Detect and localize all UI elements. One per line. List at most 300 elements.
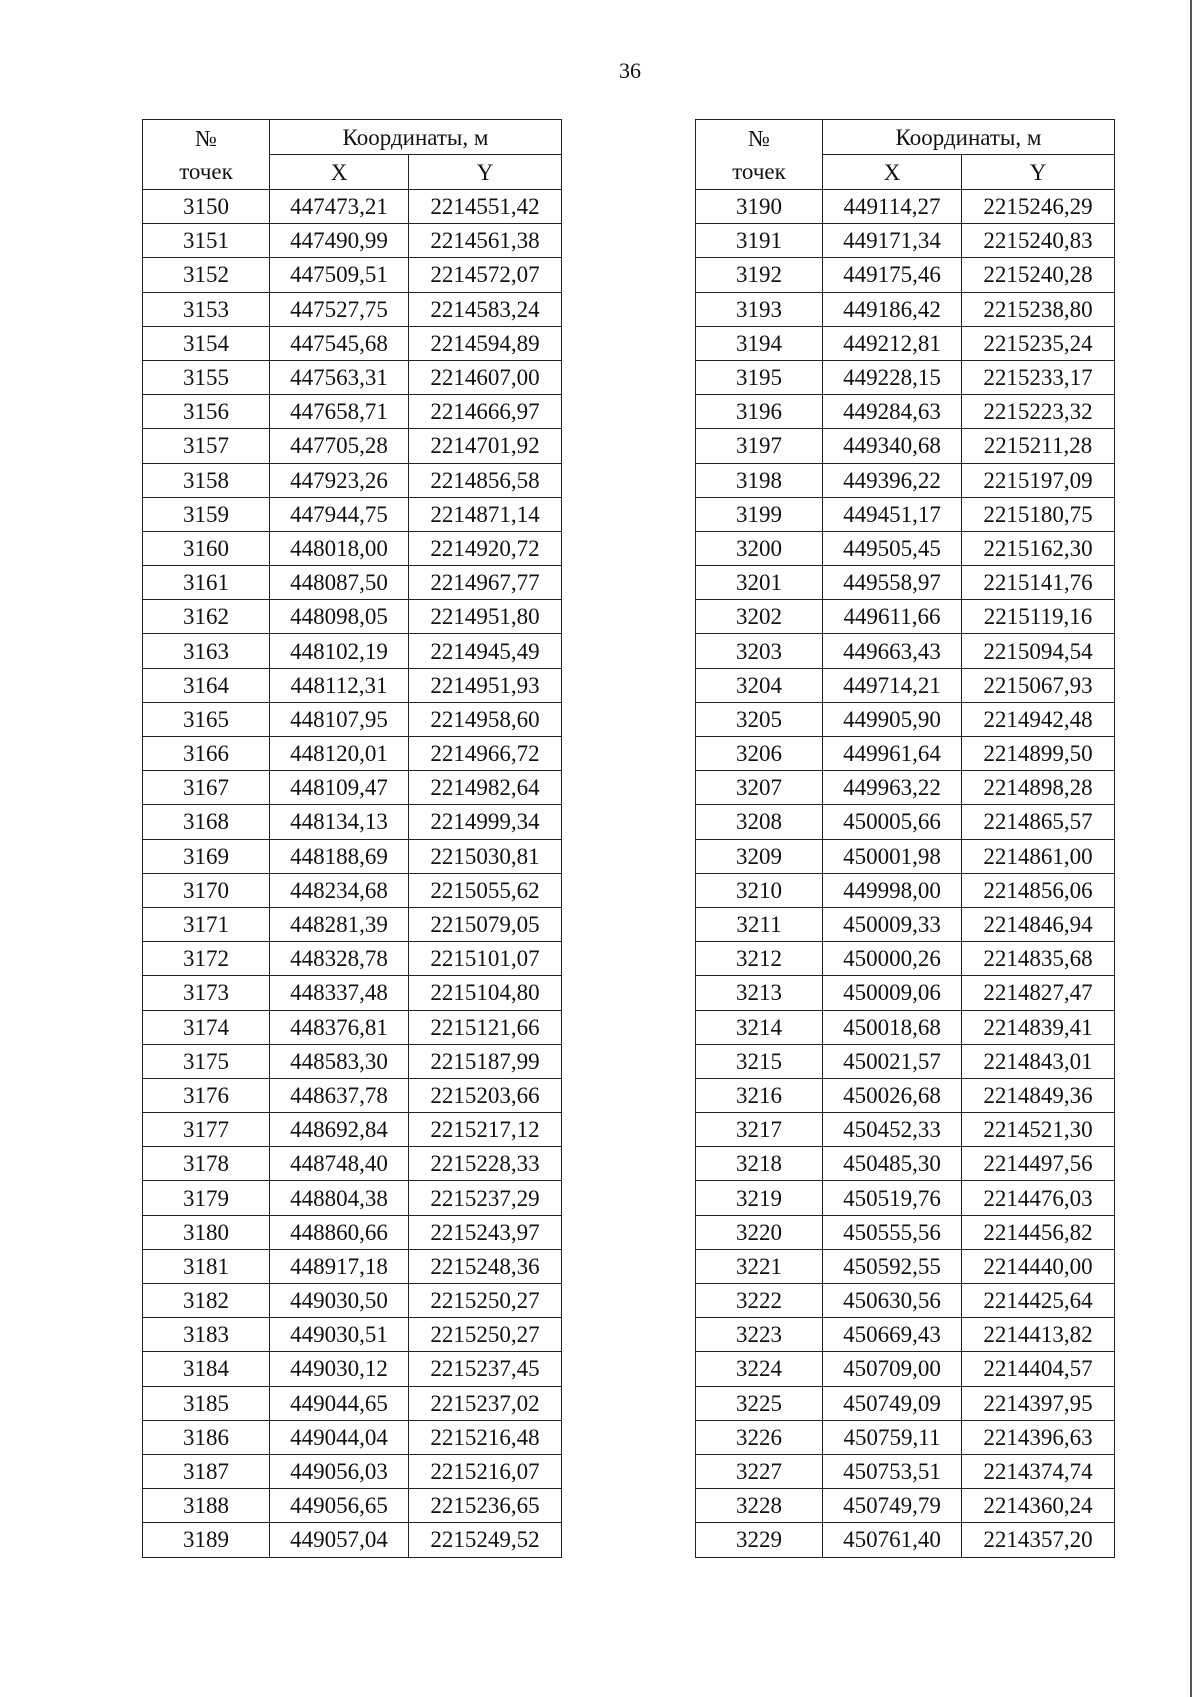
y-coordinate-cell: 2215235,24	[962, 326, 1115, 360]
point-number-cell: 3224	[696, 1352, 823, 1386]
table-row	[143, 668, 562, 702]
table-row	[143, 463, 562, 497]
x-coordinate-cell: 449056,03	[270, 1454, 409, 1488]
table-row	[143, 805, 562, 839]
x-coordinate-cell: 450555,56	[823, 1215, 962, 1249]
point-number-cell: 3221	[696, 1249, 823, 1283]
y-coordinate-cell: 2214357,20	[962, 1523, 1115, 1557]
point-number-cell: 3163	[143, 634, 270, 668]
y-coordinate-cell: 2214497,56	[962, 1147, 1115, 1181]
y-coordinate-cell: 2215236,65	[409, 1489, 562, 1523]
y-coordinate-cell: 2214849,36	[962, 1078, 1115, 1112]
y-coordinate-cell: 2214701,92	[409, 429, 562, 463]
point-number-cell: 3187	[143, 1454, 270, 1488]
x-coordinate-cell: 449212,81	[823, 326, 962, 360]
table-row	[696, 1352, 1115, 1386]
table-row	[696, 1523, 1115, 1557]
x-coordinate-cell: 449228,15	[823, 360, 962, 394]
y-coordinate-cell: 2215238,80	[962, 292, 1115, 326]
y-coordinate-cell: 2215101,07	[409, 942, 562, 976]
table-row	[143, 771, 562, 805]
x-coordinate-cell: 450759,11	[823, 1420, 962, 1454]
y-coordinate-cell: 2214967,77	[409, 566, 562, 600]
x-coordinate-cell: 447923,26	[270, 463, 409, 497]
y-coordinate-cell: 2215250,27	[409, 1318, 562, 1352]
table-row	[143, 531, 562, 565]
table-row	[696, 1147, 1115, 1181]
y-coordinate-cell: 2215197,09	[962, 463, 1115, 497]
y-coordinate-cell: 2214521,30	[962, 1113, 1115, 1147]
y-coordinate-cell: 2215237,29	[409, 1181, 562, 1215]
table-row	[696, 702, 1115, 736]
table-row	[696, 737, 1115, 771]
table-row	[696, 1181, 1115, 1215]
table-row	[696, 600, 1115, 634]
point-number-cell: 3180	[143, 1215, 270, 1249]
x-coordinate-cell: 449284,63	[823, 395, 962, 429]
x-coordinate-cell: 449340,68	[823, 429, 962, 463]
point-number-cell: 3202	[696, 600, 823, 634]
point-number-header: № точек	[696, 120, 823, 190]
x-coordinate-cell: 450018,68	[823, 1010, 962, 1044]
y-coordinate-cell: 2214396,63	[962, 1420, 1115, 1454]
y-coordinate-cell: 2215104,80	[409, 976, 562, 1010]
table-row	[696, 771, 1115, 805]
point-number-cell: 3205	[696, 702, 823, 736]
x-coordinate-cell: 449998,00	[823, 873, 962, 907]
x-coordinate-cell: 448337,48	[270, 976, 409, 1010]
y-coordinate-cell: 2215216,07	[409, 1454, 562, 1488]
x-coordinate-cell: 448098,05	[270, 600, 409, 634]
x-coordinate-cell: 447490,99	[270, 224, 409, 258]
table-row	[696, 360, 1115, 394]
table-row	[696, 1386, 1115, 1420]
y-coordinate-cell: 2215243,97	[409, 1215, 562, 1249]
point-number-cell: 3219	[696, 1181, 823, 1215]
point-number-cell: 3150	[143, 190, 270, 224]
x-coordinate-cell: 449611,66	[823, 600, 962, 634]
table-row	[143, 1489, 562, 1523]
point-number-cell: 3188	[143, 1489, 270, 1523]
coordinates-header: Координаты, м	[270, 120, 562, 155]
y-coordinate-cell: 2214942,48	[962, 702, 1115, 736]
point-number-cell: 3159	[143, 497, 270, 531]
table-row	[143, 1352, 562, 1386]
point-number-cell: 3164	[143, 668, 270, 702]
x-coordinate-cell: 447944,75	[270, 497, 409, 531]
table-row	[143, 326, 562, 360]
point-number-cell: 3226	[696, 1420, 823, 1454]
x-coordinate-cell: 448134,13	[270, 805, 409, 839]
table-row	[696, 805, 1115, 839]
table-row	[143, 907, 562, 941]
x-coordinate-cell: 448018,00	[270, 531, 409, 565]
point-number-cell: 3158	[143, 463, 270, 497]
y-coordinate-cell: 2214865,57	[962, 805, 1115, 839]
x-coordinate-cell: 450669,43	[823, 1318, 962, 1352]
x-coordinate-cell: 448376,81	[270, 1010, 409, 1044]
table-row	[696, 1044, 1115, 1078]
point-number-cell: 3201	[696, 566, 823, 600]
table-row	[696, 566, 1115, 600]
table-row	[143, 1010, 562, 1044]
table-row	[696, 1249, 1115, 1283]
table-row	[143, 1454, 562, 1488]
y-coordinate-cell: 2214374,74	[962, 1454, 1115, 1488]
table-row	[143, 1386, 562, 1420]
y-column-header: Y	[409, 155, 562, 190]
table-row	[696, 1078, 1115, 1112]
point-number-cell: 3166	[143, 737, 270, 771]
point-number-cell: 3182	[143, 1284, 270, 1318]
point-number-cell: 3217	[696, 1113, 823, 1147]
table-row	[696, 1284, 1115, 1318]
table-row	[696, 976, 1115, 1010]
y-coordinate-cell: 2214404,57	[962, 1352, 1115, 1386]
table-row	[143, 1284, 562, 1318]
point-number-cell: 3208	[696, 805, 823, 839]
x-coordinate-cell: 447705,28	[270, 429, 409, 463]
y-coordinate-cell: 2215237,45	[409, 1352, 562, 1386]
point-number-cell: 3199	[696, 497, 823, 531]
y-coordinate-cell: 2214871,14	[409, 497, 562, 531]
point-number-cell: 3203	[696, 634, 823, 668]
y-coordinate-cell: 2215162,30	[962, 531, 1115, 565]
x-coordinate-cell: 448112,31	[270, 668, 409, 702]
coordinates-table-right	[695, 119, 1115, 1558]
y-coordinate-cell: 2214856,06	[962, 873, 1115, 907]
x-coordinate-cell: 447545,68	[270, 326, 409, 360]
x-coordinate-cell: 450001,98	[823, 839, 962, 873]
x-coordinate-cell: 449030,50	[270, 1284, 409, 1318]
point-number-cell: 3165	[143, 702, 270, 736]
y-coordinate-cell: 2215240,28	[962, 258, 1115, 292]
y-coordinate-cell: 2214607,00	[409, 360, 562, 394]
y-coordinate-cell: 2214856,58	[409, 463, 562, 497]
x-coordinate-cell: 449030,12	[270, 1352, 409, 1386]
point-number-cell: 3160	[143, 531, 270, 565]
table-row	[143, 224, 562, 258]
y-coordinate-cell: 2214413,82	[962, 1318, 1115, 1352]
point-number-cell: 3215	[696, 1044, 823, 1078]
x-coordinate-cell: 448087,50	[270, 566, 409, 600]
point-number-cell: 3190	[696, 190, 823, 224]
x-coordinate-cell: 450026,68	[823, 1078, 962, 1112]
x-coordinate-cell: 449057,04	[270, 1523, 409, 1557]
point-number-cell: 3167	[143, 771, 270, 805]
y-coordinate-cell: 2214594,89	[409, 326, 562, 360]
table-row	[143, 1181, 562, 1215]
y-coordinate-cell: 2215250,27	[409, 1284, 562, 1318]
table-row	[143, 258, 562, 292]
y-coordinate-cell: 2215180,75	[962, 497, 1115, 531]
y-coordinate-cell: 2214846,94	[962, 907, 1115, 941]
table-row	[143, 1420, 562, 1454]
x-coordinate-cell: 449056,65	[270, 1489, 409, 1523]
table-row	[696, 224, 1115, 258]
y-coordinate-cell: 2215187,99	[409, 1044, 562, 1078]
x-coordinate-cell: 447509,51	[270, 258, 409, 292]
table-row	[143, 292, 562, 326]
y-coordinate-cell: 2214551,42	[409, 190, 562, 224]
y-coordinate-cell: 2215141,76	[962, 566, 1115, 600]
table-row	[696, 1420, 1115, 1454]
table-row	[143, 566, 562, 600]
table-row	[143, 600, 562, 634]
coordinates-table-left	[142, 119, 562, 1558]
point-number-cell: 3193	[696, 292, 823, 326]
y-coordinate-cell: 2215094,54	[962, 634, 1115, 668]
y-coordinate-cell: 2214827,47	[962, 976, 1115, 1010]
x-coordinate-cell: 448637,78	[270, 1078, 409, 1112]
y-coordinate-cell: 2215079,05	[409, 907, 562, 941]
table-row	[143, 395, 562, 429]
page-number: 36	[619, 58, 641, 83]
table-row	[696, 326, 1115, 360]
table-row	[143, 839, 562, 873]
x-coordinate-cell: 448102,19	[270, 634, 409, 668]
table-row	[696, 463, 1115, 497]
table-row	[696, 1454, 1115, 1488]
table-row	[143, 737, 562, 771]
table-row	[143, 360, 562, 394]
x-coordinate-cell: 449505,45	[823, 531, 962, 565]
point-number-cell: 3225	[696, 1386, 823, 1420]
x-coordinate-cell: 449451,17	[823, 497, 962, 531]
point-number-cell: 3186	[143, 1420, 270, 1454]
x-coordinate-cell: 448860,66	[270, 1215, 409, 1249]
x-coordinate-cell: 449030,51	[270, 1318, 409, 1352]
x-coordinate-cell: 449558,97	[823, 566, 962, 600]
point-number-cell: 3168	[143, 805, 270, 839]
table-row	[143, 497, 562, 531]
point-number-cell: 3154	[143, 326, 270, 360]
table-row	[696, 1215, 1115, 1249]
point-number-cell: 3170	[143, 873, 270, 907]
x-coordinate-cell: 447563,31	[270, 360, 409, 394]
table-row	[143, 873, 562, 907]
point-number-cell: 3197	[696, 429, 823, 463]
y-coordinate-cell: 2215249,52	[409, 1523, 562, 1557]
point-number-cell: 3222	[696, 1284, 823, 1318]
table-row	[143, 1044, 562, 1078]
point-number-cell: 3195	[696, 360, 823, 394]
y-coordinate-cell: 2214951,80	[409, 600, 562, 634]
y-coordinate-cell: 2214951,93	[409, 668, 562, 702]
x-coordinate-cell: 450709,00	[823, 1352, 962, 1386]
point-number-cell: 3196	[696, 395, 823, 429]
x-coordinate-cell: 448234,68	[270, 873, 409, 907]
point-number-cell: 3152	[143, 258, 270, 292]
point-number-cell: 3223	[696, 1318, 823, 1352]
y-coordinate-cell: 2214839,41	[962, 1010, 1115, 1044]
point-number-cell: 3172	[143, 942, 270, 976]
point-number-cell: 3194	[696, 326, 823, 360]
table-row	[143, 634, 562, 668]
point-number-cell: 3200	[696, 531, 823, 565]
table-row	[696, 1010, 1115, 1044]
table-row	[696, 1318, 1115, 1352]
point-number-cell: 3184	[143, 1352, 270, 1386]
x-coordinate-cell: 448328,78	[270, 942, 409, 976]
table-row	[696, 531, 1115, 565]
y-coordinate-cell: 2215030,81	[409, 839, 562, 873]
table-row	[696, 395, 1115, 429]
x-coordinate-cell: 448583,30	[270, 1044, 409, 1078]
y-coordinate-cell: 2214425,64	[962, 1284, 1115, 1318]
y-coordinate-cell: 2215121,66	[409, 1010, 562, 1044]
y-coordinate-cell: 2214861,00	[962, 839, 1115, 873]
point-number-cell: 3210	[696, 873, 823, 907]
point-number-cell: 3174	[143, 1010, 270, 1044]
y-coordinate-cell: 2215067,93	[962, 668, 1115, 702]
y-coordinate-cell: 2214899,50	[962, 737, 1115, 771]
x-coordinate-cell: 450592,55	[823, 1249, 962, 1283]
x-coordinate-cell: 447658,71	[270, 395, 409, 429]
table-row	[143, 1147, 562, 1181]
x-coordinate-cell: 450761,40	[823, 1523, 962, 1557]
point-number-cell: 3220	[696, 1215, 823, 1249]
y-coordinate-cell: 2215119,16	[962, 600, 1115, 634]
table-row	[696, 839, 1115, 873]
point-number-cell: 3176	[143, 1078, 270, 1112]
point-number-cell: 3227	[696, 1454, 823, 1488]
point-number-cell: 3181	[143, 1249, 270, 1283]
x-coordinate-cell: 450753,51	[823, 1454, 962, 1488]
x-coordinate-cell: 447473,21	[270, 190, 409, 224]
point-number-cell: 3213	[696, 976, 823, 1010]
y-coordinate-cell: 2215237,02	[409, 1386, 562, 1420]
table-row	[143, 976, 562, 1010]
point-number-cell: 3155	[143, 360, 270, 394]
y-coordinate-cell: 2214456,82	[962, 1215, 1115, 1249]
table-row	[143, 1249, 562, 1283]
point-number-cell: 3212	[696, 942, 823, 976]
x-coordinate-cell: 449114,27	[823, 190, 962, 224]
y-coordinate-cell: 2214898,28	[962, 771, 1115, 805]
point-number-cell: 3198	[696, 463, 823, 497]
point-number-cell: 3156	[143, 395, 270, 429]
y-coordinate-cell: 2215223,32	[962, 395, 1115, 429]
table-row	[143, 1523, 562, 1557]
page-edge-line	[1190, 0, 1192, 1697]
point-number-cell: 3177	[143, 1113, 270, 1147]
x-coordinate-cell: 448107,95	[270, 702, 409, 736]
y-coordinate-cell: 2214360,24	[962, 1489, 1115, 1523]
x-coordinate-cell: 450005,66	[823, 805, 962, 839]
x-coordinate-cell: 448917,18	[270, 1249, 409, 1283]
x-coordinate-cell: 449171,34	[823, 224, 962, 258]
x-coordinate-cell: 450630,56	[823, 1284, 962, 1318]
y-coordinate-cell: 2214966,72	[409, 737, 562, 771]
x-coordinate-cell: 450452,33	[823, 1113, 962, 1147]
point-number-cell: 3206	[696, 737, 823, 771]
point-number-cell: 3173	[143, 976, 270, 1010]
point-number-cell: 3179	[143, 1181, 270, 1215]
x-coordinate-cell: 448281,39	[270, 907, 409, 941]
table-row	[696, 907, 1115, 941]
x-coordinate-cell: 450485,30	[823, 1147, 962, 1181]
x-coordinate-cell: 448120,01	[270, 737, 409, 771]
y-coordinate-cell: 2215228,33	[409, 1147, 562, 1181]
table-row	[696, 429, 1115, 463]
point-number-cell: 3175	[143, 1044, 270, 1078]
point-number-cell: 3214	[696, 1010, 823, 1044]
point-number-cell: 3207	[696, 771, 823, 805]
y-coordinate-cell: 2214958,60	[409, 702, 562, 736]
table-row	[143, 702, 562, 736]
point-number-cell: 3192	[696, 258, 823, 292]
x-coordinate-cell: 450749,09	[823, 1386, 962, 1420]
y-coordinate-cell: 2215240,83	[962, 224, 1115, 258]
table-row	[696, 190, 1115, 224]
x-coordinate-cell: 449963,22	[823, 771, 962, 805]
x-coordinate-cell: 449044,65	[270, 1386, 409, 1420]
x-coordinate-cell: 449714,21	[823, 668, 962, 702]
point-number-cell: 3178	[143, 1147, 270, 1181]
point-number-cell: 3153	[143, 292, 270, 326]
y-coordinate-cell: 2214999,34	[409, 805, 562, 839]
x-coordinate-cell: 450009,06	[823, 976, 962, 1010]
table-row	[696, 942, 1115, 976]
point-number-cell: 3204	[696, 668, 823, 702]
table-row	[143, 1078, 562, 1112]
x-coordinate-cell: 450021,57	[823, 1044, 962, 1078]
x-coordinate-cell: 450519,76	[823, 1181, 962, 1215]
point-number-cell: 3171	[143, 907, 270, 941]
table-row	[696, 1113, 1115, 1147]
point-number-cell: 3216	[696, 1078, 823, 1112]
y-coordinate-cell: 2215211,28	[962, 429, 1115, 463]
y-coordinate-cell: 2214666,97	[409, 395, 562, 429]
y-coordinate-cell: 2215233,17	[962, 360, 1115, 394]
y-coordinate-cell: 2215246,29	[962, 190, 1115, 224]
y-coordinate-cell: 2215203,66	[409, 1078, 562, 1112]
table-row	[696, 634, 1115, 668]
y-coordinate-cell: 2214835,68	[962, 942, 1115, 976]
point-number-cell: 3191	[696, 224, 823, 258]
y-coordinate-cell: 2214397,95	[962, 1386, 1115, 1420]
table-row	[696, 1489, 1115, 1523]
y-coordinate-cell: 2214945,49	[409, 634, 562, 668]
table-row	[143, 429, 562, 463]
x-coordinate-cell: 448188,69	[270, 839, 409, 873]
x-coordinate-cell: 450749,79	[823, 1489, 962, 1523]
point-number-cell: 3185	[143, 1386, 270, 1420]
y-coordinate-cell: 2214982,64	[409, 771, 562, 805]
table-row	[696, 497, 1115, 531]
point-number-cell: 3183	[143, 1318, 270, 1352]
point-number-cell: 3162	[143, 600, 270, 634]
x-coordinate-cell: 448804,38	[270, 1181, 409, 1215]
x-column-header: X	[823, 155, 962, 190]
x-coordinate-cell: 449044,04	[270, 1420, 409, 1454]
point-number-cell: 3218	[696, 1147, 823, 1181]
table-row	[143, 1215, 562, 1249]
x-coordinate-cell: 449186,42	[823, 292, 962, 326]
x-coordinate-cell: 447527,75	[270, 292, 409, 326]
x-column-header: X	[270, 155, 409, 190]
y-coordinate-cell: 2215055,62	[409, 873, 562, 907]
point-number-cell: 3169	[143, 839, 270, 873]
y-coordinate-cell: 2215248,36	[409, 1249, 562, 1283]
y-coordinate-cell: 2214583,24	[409, 292, 562, 326]
y-column-header: Y	[962, 155, 1115, 190]
x-coordinate-cell: 448109,47	[270, 771, 409, 805]
table-row	[143, 942, 562, 976]
point-number-cell: 3161	[143, 566, 270, 600]
y-coordinate-cell: 2215217,12	[409, 1113, 562, 1147]
